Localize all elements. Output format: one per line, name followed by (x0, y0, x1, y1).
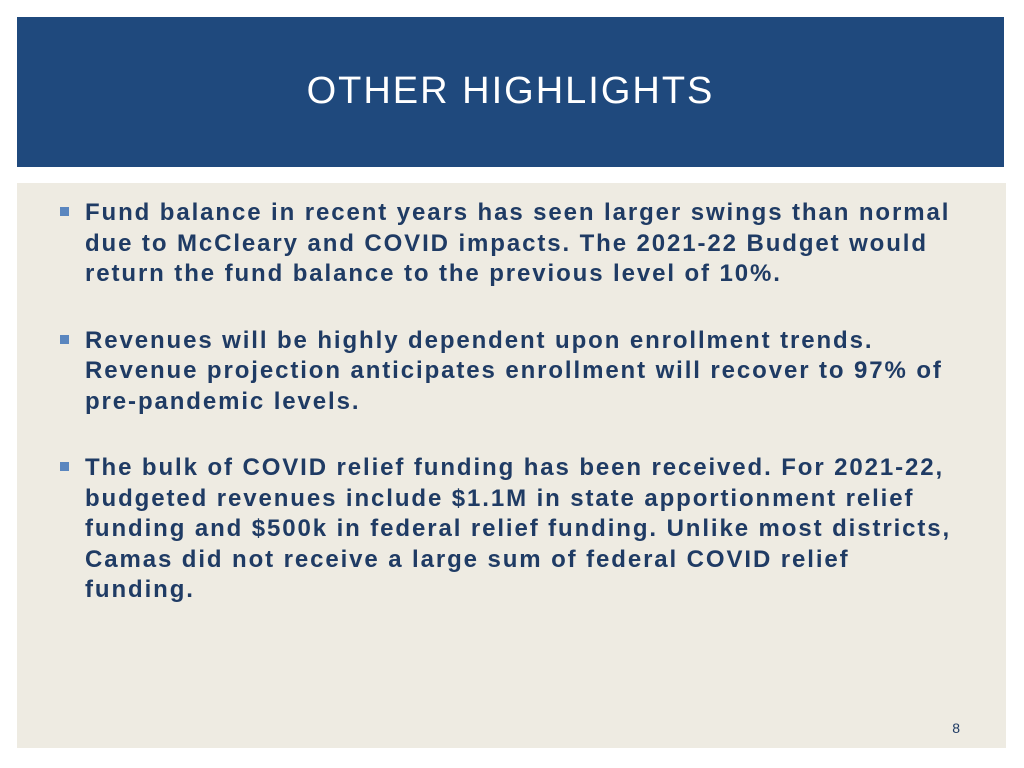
bullet-item-revenues (60, 326, 960, 418)
square-bullet-icon (60, 335, 69, 344)
bullet-text: Fund balance in recent years has seen larger swings than normal due to McCleary and COVID impacts. The 2021-22 Budget would return the fund balance to the previous level of 10%. (85, 199, 951, 287)
bullet-item-covid-relief (60, 453, 960, 606)
title-banner (17, 17, 1004, 167)
bullet-text: The bulk of COVID relief funding has been received. For 2021-22, budgeted revenues include $1.1M in state apportionment relief funding and $500k in federal relief funding. Unlike most districts, Camas did not receive a large sum of federal COVID relief funding. (85, 454, 952, 603)
page-number: 8 (952, 720, 960, 736)
square-bullet-icon (60, 462, 69, 471)
bullet-item-fund-balance (60, 198, 960, 290)
content-area (17, 183, 1006, 748)
bullet-list (60, 198, 960, 642)
bullet-text: Revenues will be highly dependent upon enrollment trends. Revenue projection anticipates enrollment will recover to 97% of pre-pandemic levels. (85, 326, 943, 415)
slide-title: OTHER HIGHLIGHTS (306, 69, 715, 112)
square-bullet-icon (60, 207, 69, 216)
